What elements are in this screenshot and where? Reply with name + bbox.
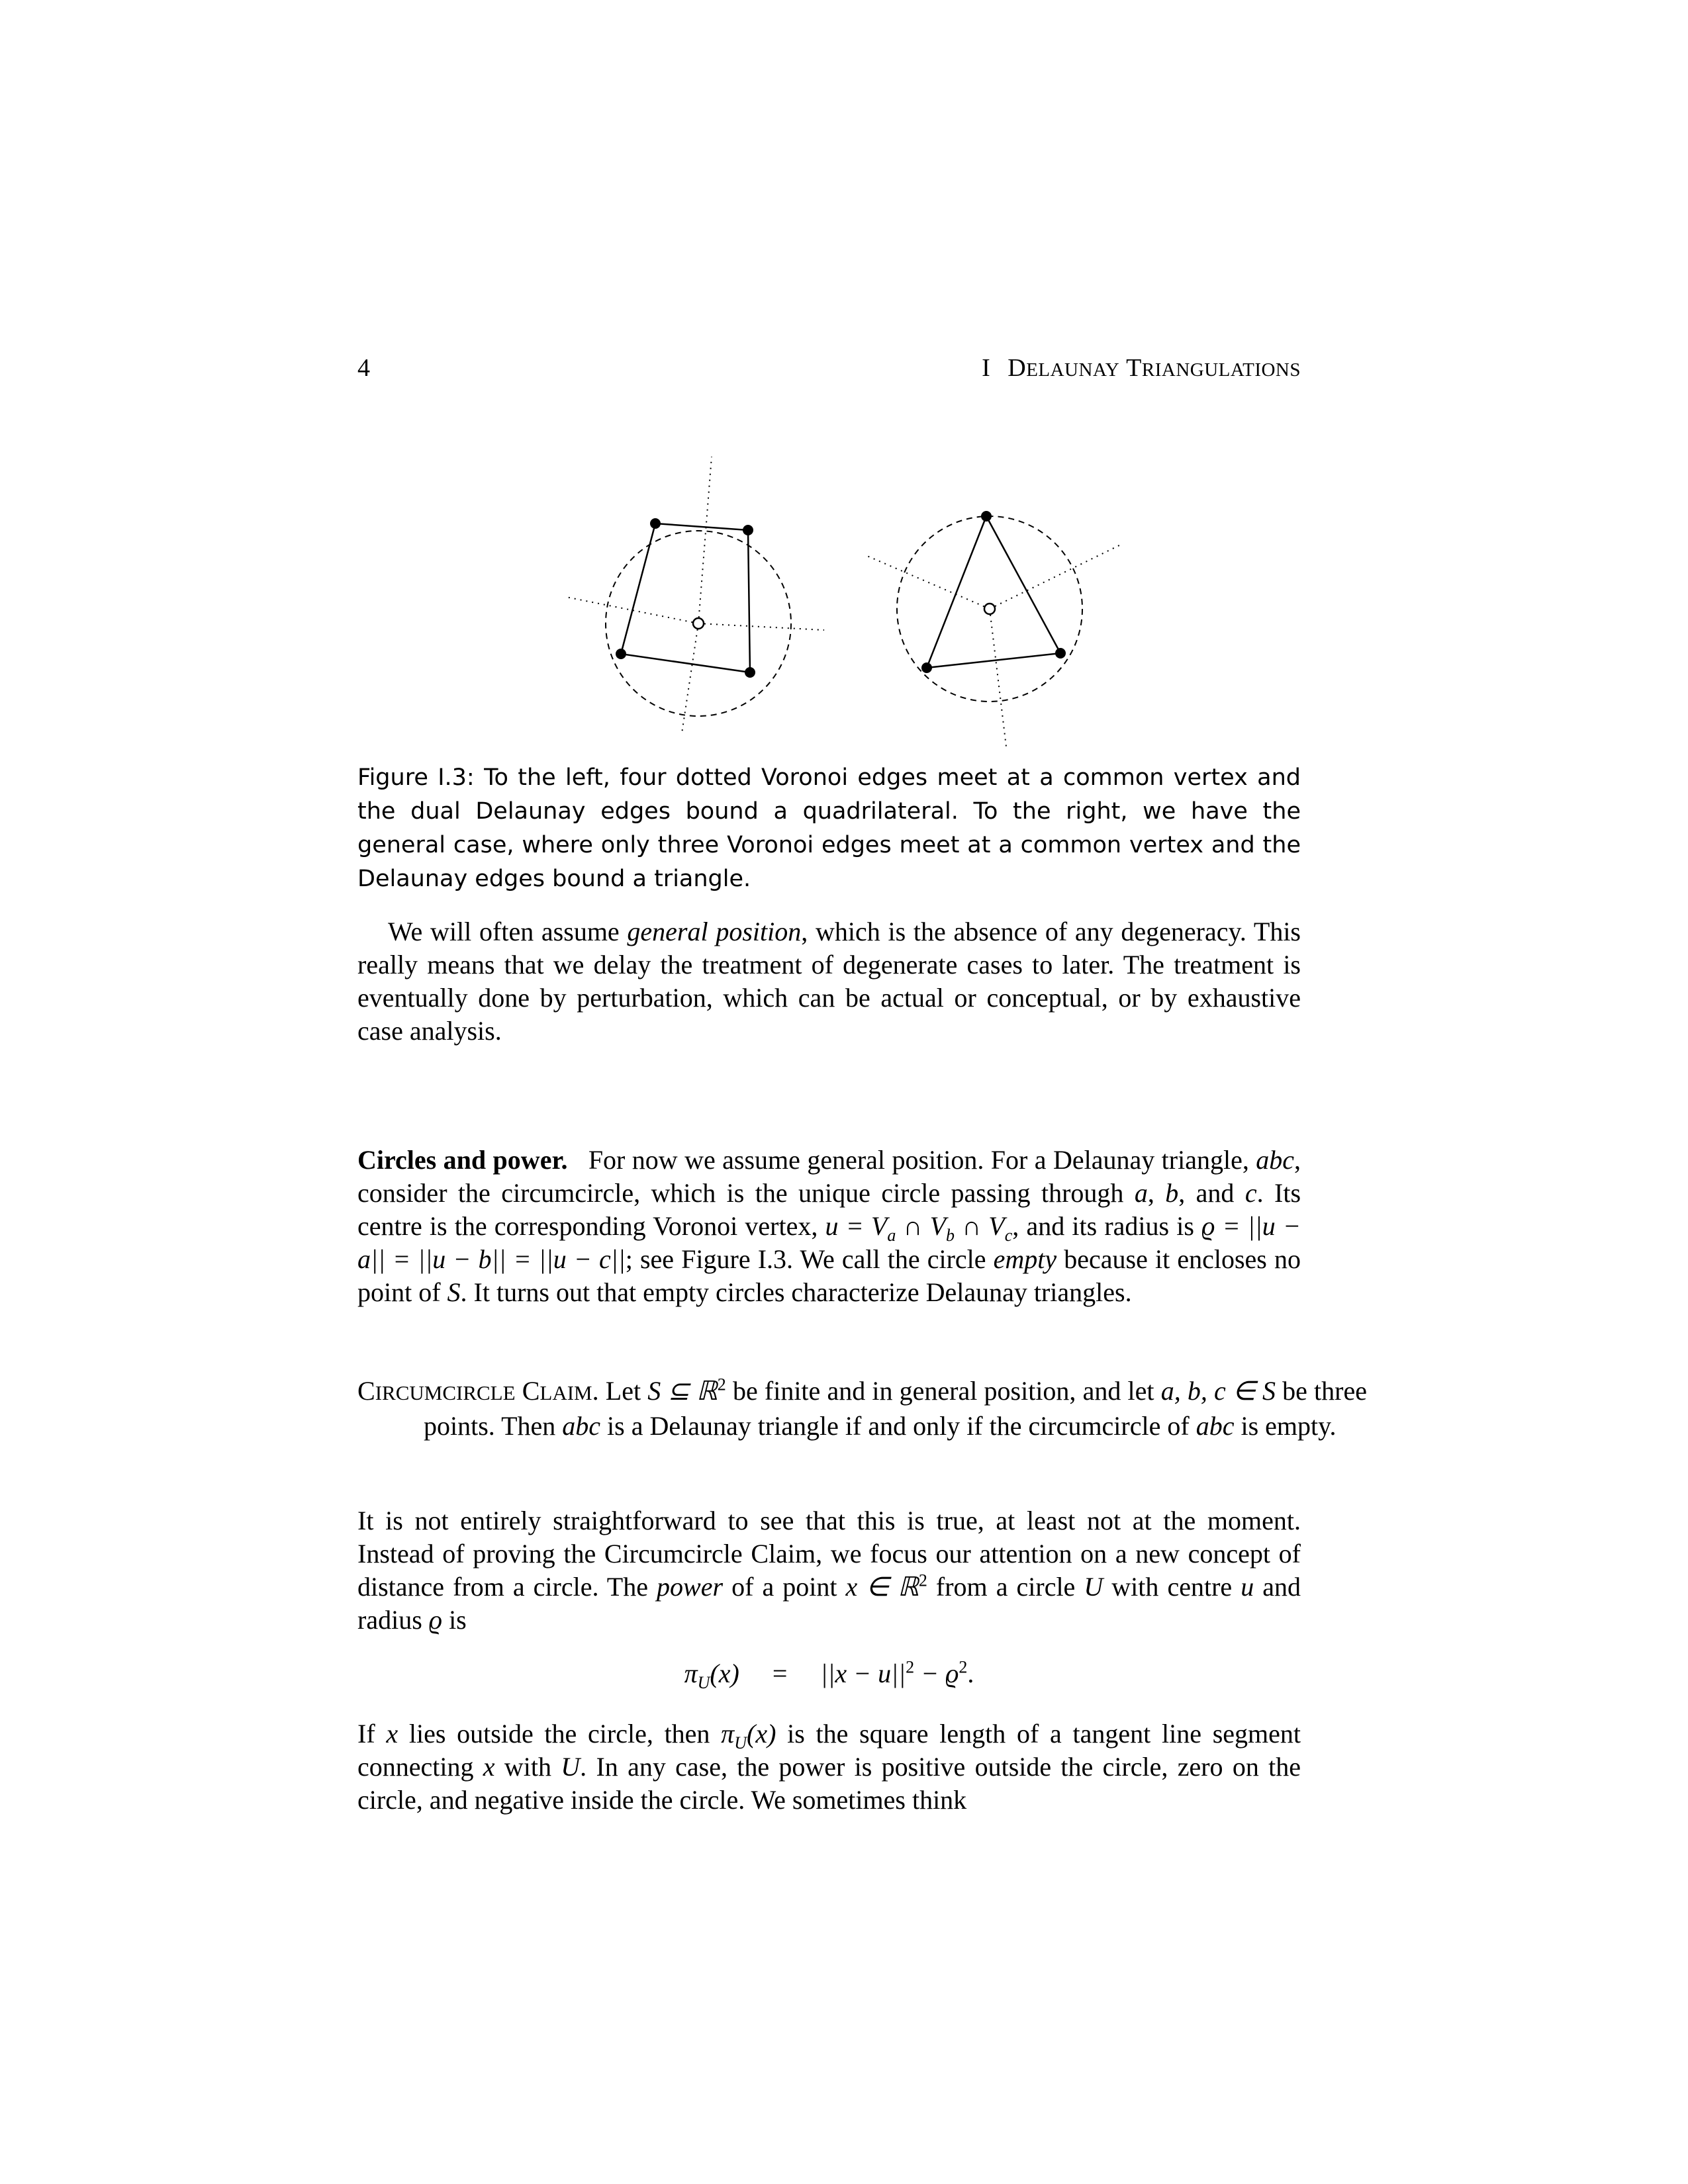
- text-run: and radius: [357, 1572, 1301, 1635]
- paragraph-heading: Circles and power.: [357, 1145, 568, 1175]
- math-var: u: [1241, 1572, 1254, 1602]
- math-var: abc: [1256, 1145, 1295, 1175]
- math-var: a: [1134, 1178, 1148, 1208]
- display-equation-power: [357, 1657, 1301, 1692]
- site-point: [743, 525, 753, 535]
- figure-caption: [357, 761, 1301, 896]
- right-diagram: [867, 511, 1122, 747]
- site-point: [616, 649, 626, 659]
- math-inline: a, b, c ∈ S: [1160, 1376, 1276, 1406]
- right-sites: [921, 511, 1066, 673]
- running-head: [357, 353, 1301, 393]
- paragraph-power-definition: [357, 1504, 1301, 1637]
- site-point: [650, 518, 661, 529]
- math-sub: U: [697, 1673, 710, 1692]
- voronoi-edge: [698, 457, 712, 623]
- math-var: x: [483, 1752, 495, 1782]
- figure-voronoi-delaunay: [543, 457, 1125, 748]
- claim-title-letter: C: [522, 1376, 540, 1406]
- emphasis-term: power: [657, 1572, 724, 1602]
- voronoi-vertex: [984, 604, 995, 614]
- math-symbol: π: [721, 1719, 735, 1749]
- left-voronoi-edges: [566, 457, 824, 733]
- math-inline: ∩ V: [955, 1211, 1005, 1241]
- left-sites: [616, 518, 755, 678]
- chapter-title-letter: D: [1008, 354, 1027, 382]
- text-run: , consider the circumcircle, which is the unique circle passing through: [357, 1145, 1301, 1208]
- right-voronoi-edges: [867, 544, 1122, 747]
- text-run: . Let: [592, 1376, 648, 1406]
- emphasis-term: empty: [993, 1244, 1057, 1274]
- voronoi-edge: [682, 623, 698, 733]
- chapter-number: I: [982, 354, 991, 382]
- math-inline: u = V: [825, 1211, 888, 1241]
- chapter-title-letter: T: [1126, 354, 1142, 382]
- text-run: is the square length of a tangent line segment connecting: [357, 1719, 1301, 1782]
- paragraph-power-sign: [357, 1717, 1301, 1817]
- text-run: be three points. Then: [424, 1376, 1367, 1441]
- paragraph-circles-and-power: [357, 1144, 1301, 1309]
- circumcircle-claim: [357, 1375, 1367, 1443]
- text-run: lies outside the circle, then: [398, 1719, 722, 1749]
- math-var: ϱ: [428, 1605, 443, 1635]
- figure-caption-text: To the left, four dotted Voronoi edges meet at a common vertex and the dual Delaunay edges bound a quadrilateral. To the right, we have the general case, where only three Voronoi edges meet at a common vertex and the Delaunay edges bound a triangle.: [357, 764, 1301, 892]
- text-run: from a circle: [927, 1572, 1084, 1602]
- site-point: [1055, 648, 1066, 659]
- site-point: [981, 511, 992, 522]
- math-inline: ∩ V: [896, 1211, 947, 1241]
- math-inline: S ⊆ ℝ: [647, 1376, 718, 1406]
- voronoi-edge: [867, 556, 990, 609]
- math-sup: 2: [717, 1375, 726, 1394]
- math-sub: b: [946, 1226, 955, 1245]
- math-equals: =: [772, 1659, 788, 1688]
- math-sup: 2: [906, 1657, 915, 1677]
- math-var: abc: [562, 1411, 601, 1441]
- math-var: b: [1165, 1178, 1179, 1208]
- math-inline: (x): [710, 1659, 739, 1688]
- text-run: , and: [1178, 1178, 1245, 1208]
- delaunay-quadrilateral: [621, 523, 750, 672]
- page-number: 4: [357, 354, 370, 382]
- text-run: is: [442, 1605, 467, 1635]
- voronoi-vertex: [693, 618, 704, 629]
- claim-title-word: IRCUMCIRCLE: [375, 1381, 516, 1404]
- math-inline: − ϱ: [914, 1659, 959, 1688]
- text-run: is empty.: [1234, 1411, 1336, 1441]
- claim-title-letter: C: [357, 1376, 375, 1406]
- math-sub: U: [734, 1733, 747, 1752]
- math-var: U: [561, 1752, 581, 1782]
- text-run: . Its centre is the corresponding Voronoi vertex,: [357, 1178, 1301, 1241]
- math-var: x: [386, 1719, 399, 1749]
- chapter-title-word: ELAUNAY: [1026, 359, 1120, 381]
- voronoi-edge: [990, 544, 1122, 609]
- figure-label: Figure I.3:: [357, 764, 475, 791]
- math-var: c: [1244, 1178, 1257, 1208]
- voronoi-edge: [990, 609, 1006, 747]
- text-run: of a point: [723, 1572, 846, 1602]
- text-run: If: [357, 1719, 387, 1749]
- math-sup: 2: [918, 1570, 927, 1590]
- math-sub: c: [1004, 1226, 1013, 1245]
- paragraph-general-position: [357, 915, 1301, 1048]
- text-run: For now we assume general position. For a Delaunay triangle,: [588, 1145, 1256, 1175]
- math-inline: (x): [747, 1719, 776, 1749]
- math-inline: ||x − u||: [820, 1659, 906, 1688]
- text-run: be finite and in general position, and let: [726, 1376, 1161, 1406]
- math-sub: a: [887, 1226, 896, 1245]
- math-var: abc: [1196, 1411, 1235, 1441]
- left-diagram: [566, 457, 824, 733]
- text-run: We will often assume: [388, 917, 628, 946]
- emphasis-term: general position: [627, 917, 802, 946]
- text-run: It is not entirely straightforward to see that this is true, at least not at the moment. Instead of proving the Circumcircle Claim, we focus our attention on a new concept of distance from a circle. The: [357, 1506, 1301, 1602]
- text-run: , and its radius is: [1012, 1211, 1202, 1241]
- math-inline: ϱ = ||u − a|| = ||u − b|| = ||u − c||: [357, 1211, 1301, 1274]
- text-run: with centre: [1103, 1572, 1241, 1602]
- math-sup: 2: [959, 1657, 968, 1677]
- text-run: . In any case, the power is positive outside the circle, zero on the circle, and negative inside the circle. We sometimes think: [357, 1752, 1301, 1815]
- math-punct: .: [967, 1659, 974, 1688]
- site-point: [745, 667, 755, 678]
- math-symbol: π: [684, 1659, 698, 1688]
- math-var: S: [447, 1277, 461, 1307]
- math-inline: x ∈ ℝ: [845, 1572, 919, 1602]
- chapter-title: [982, 353, 1301, 383]
- left-delaunay-edges: [621, 523, 750, 672]
- site-point: [921, 662, 932, 673]
- text-run: , which is the absence of any degeneracy. This really means that we delay the treatment of degenerate cases to later. The treatment is eventually done by perturbation, which can be actual or conceptual, or by exhaustive case analysis.: [357, 917, 1301, 1046]
- text-run: ,: [1147, 1178, 1166, 1208]
- text-run: because it encloses no point of: [357, 1244, 1301, 1307]
- text-run: with: [494, 1752, 561, 1782]
- voronoi-edge: [698, 623, 824, 630]
- text-run: ; see Figure I.3. We call the circle: [625, 1244, 994, 1274]
- chapter-title-word: RIANGULATIONS: [1141, 359, 1301, 381]
- text-run: is a Delaunay triangle if and only if the circumcircle of: [600, 1411, 1196, 1441]
- math-var: U: [1084, 1572, 1103, 1602]
- text-run: . It turns out that empty circles characterize Delaunay triangles.: [460, 1277, 1132, 1307]
- claim-title-word: LAIM: [539, 1381, 592, 1404]
